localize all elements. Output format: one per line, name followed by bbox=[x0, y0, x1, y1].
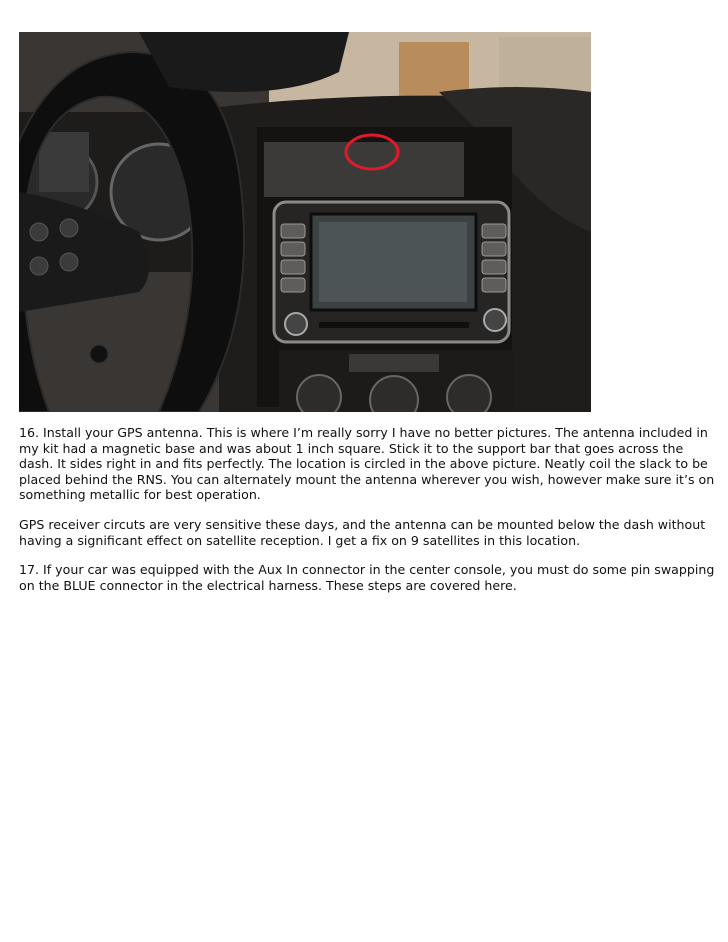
step-16-paragraph: 16. Install your GPS antenna. This is where I’m really sorry I have no better pictures. The antenna included in my kit had a magnetic base and was about 1 inch square. Stick it to the support bar that goes across the dash. It sides right in and fits perfectly. The location is circled in the above picture. Neatly coil the slack to be placed behind the RNS. You can alternately mount the antenna wherever you wish, however make sure it’s on something metallic for best operation. bbox=[19, 425, 715, 503]
dashboard-photo bbox=[19, 32, 591, 412]
step-17-paragraph: 17. If your car was equipped with the Aux In connector in the center console, you must do some pin swapping on the BLUE connector in the electrical harness. These steps are covered here. bbox=[19, 562, 715, 593]
gps-note-paragraph: GPS receiver circuts are very sensitive these days, and the antenna can be mounted below the dash without having a significant effect on satellite reception. I get a fix on 9 satellites in this location. bbox=[19, 516, 706, 548]
instructions-text bbox=[19, 425, 719, 607]
